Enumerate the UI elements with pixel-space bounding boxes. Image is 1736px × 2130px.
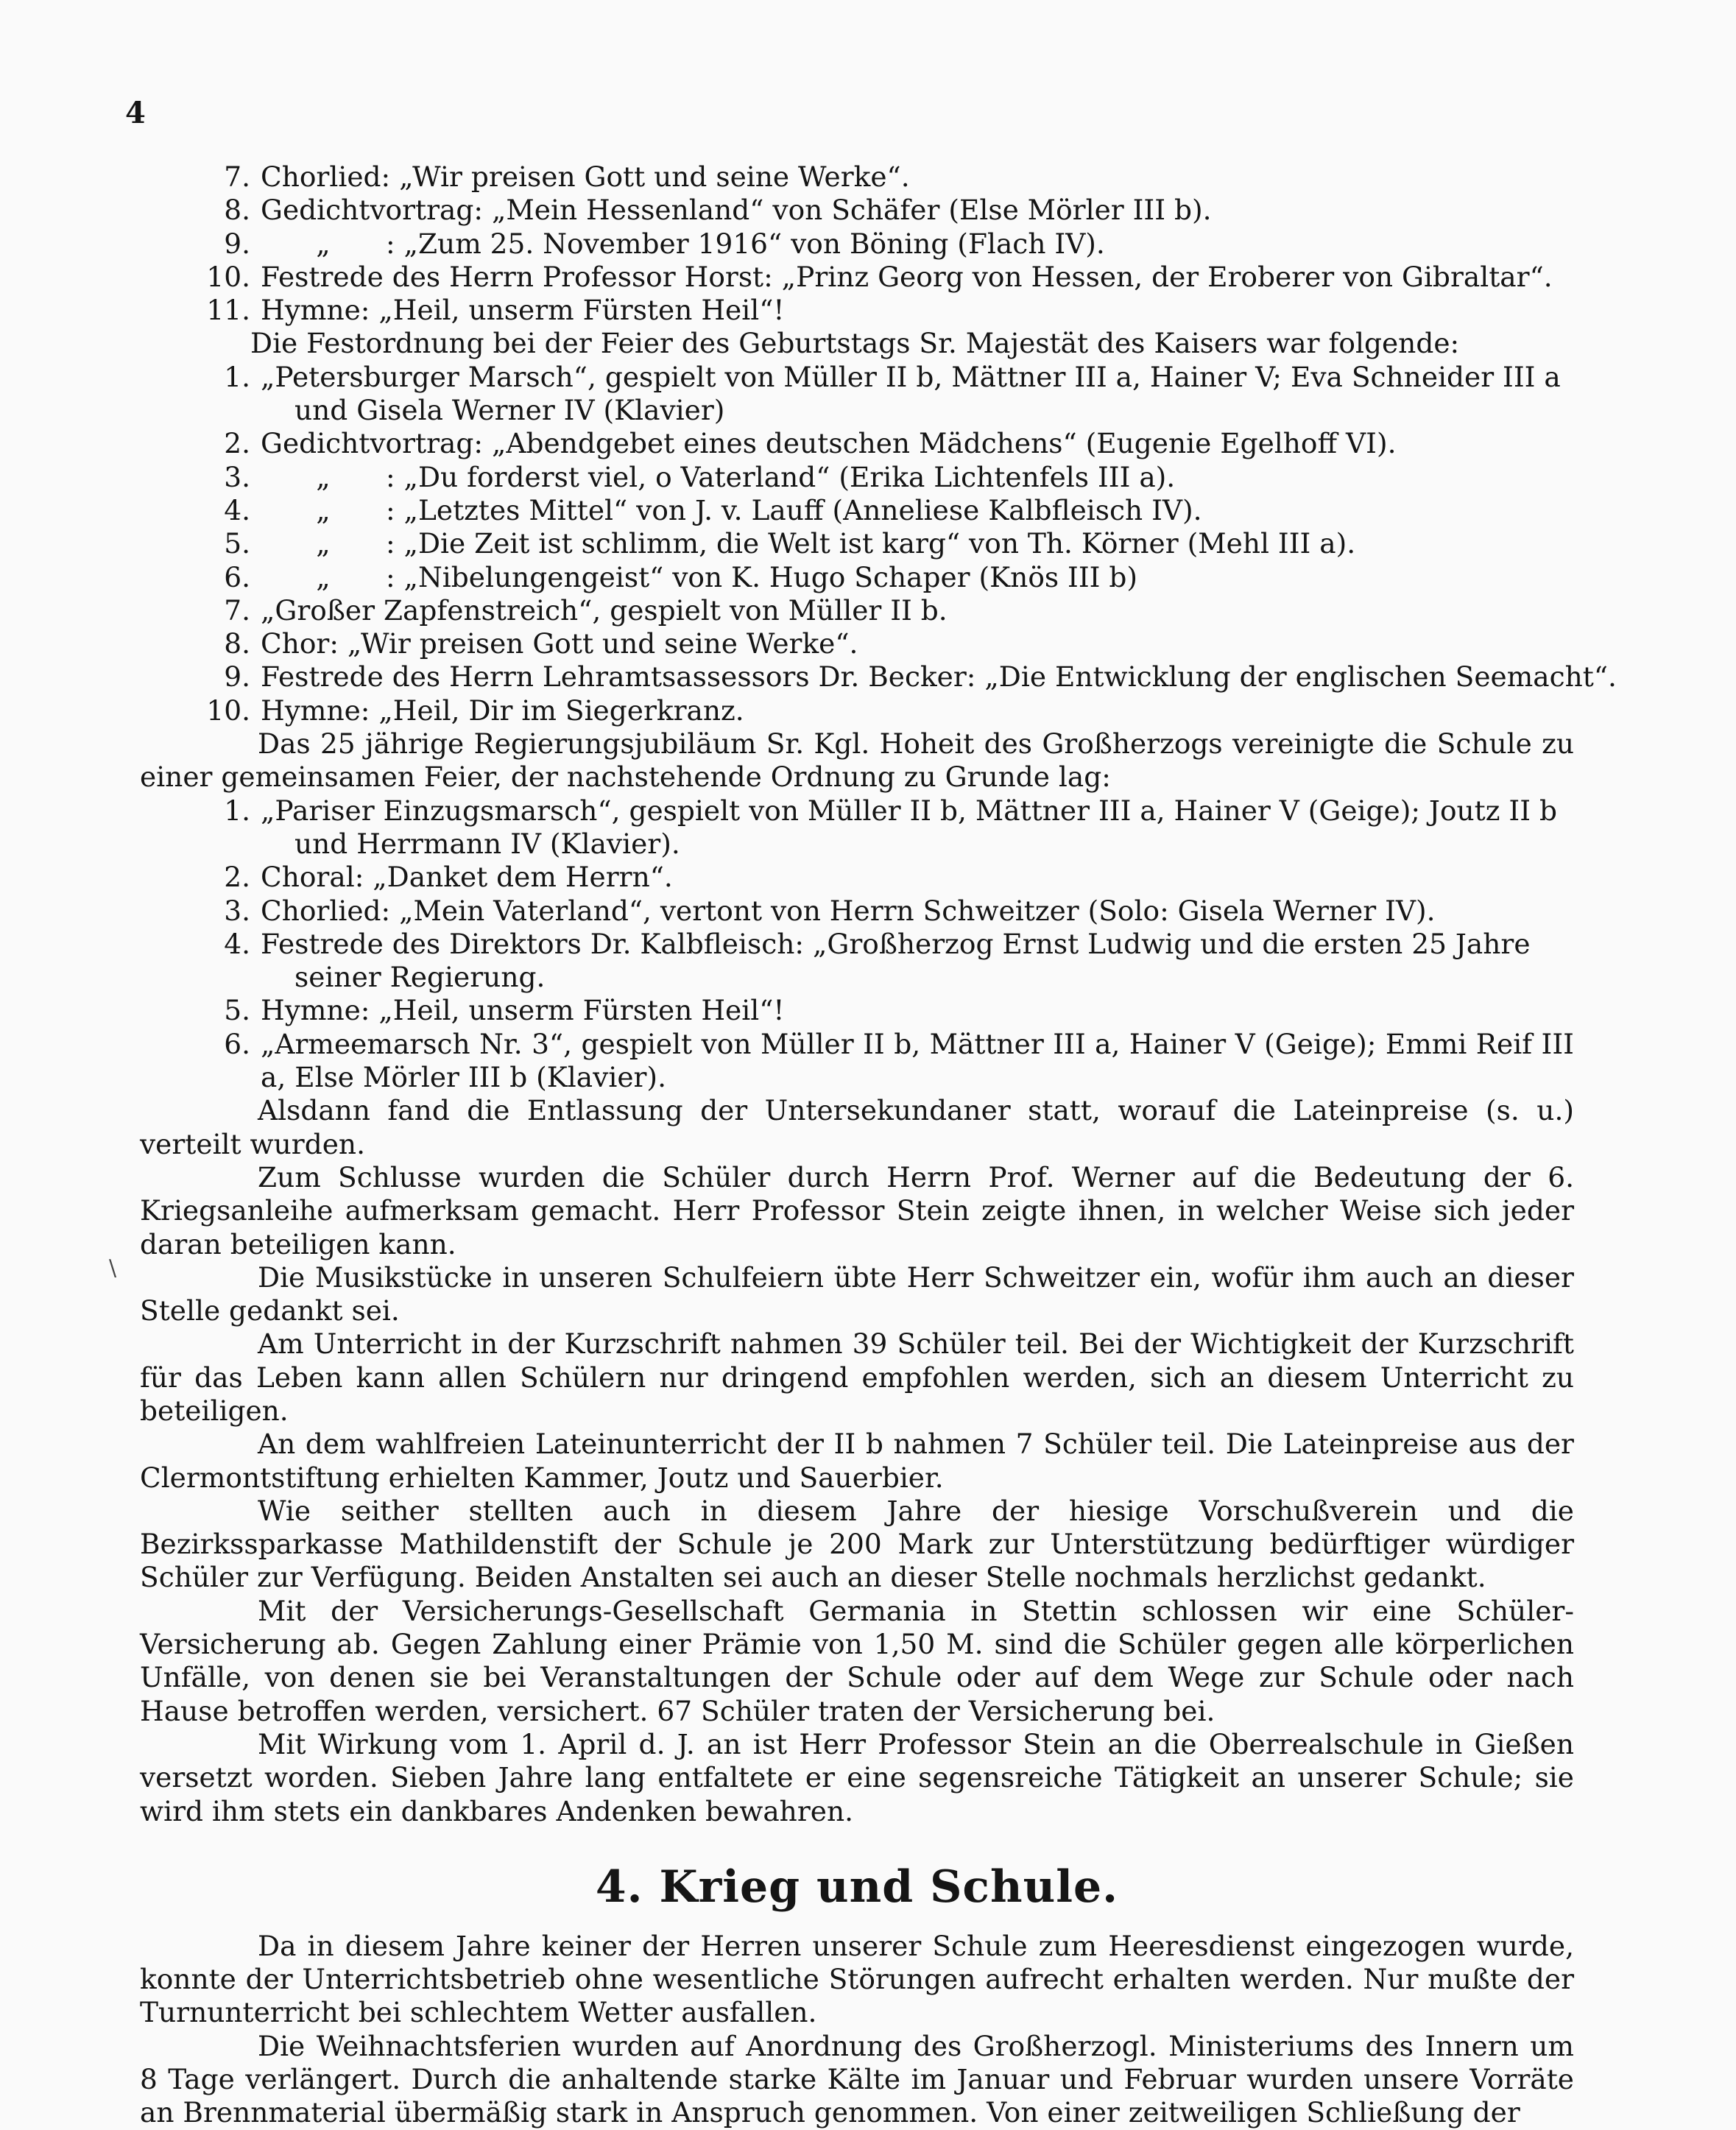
paragraph: Mit Wirkung vom 1. April d. J. an ist Herr Professor Stein an die Oberrealschule in Gießen versetzt worden. Sieben Jahre lang entfaltete er eine segensreiche Tätigkeit an unserer Schule; sie wird ihm stets ein dankbares Andenken bewahren. — [140, 1727, 1574, 1827]
program3-item: 4. Festrede des Direktors Dr. Kalbfleisch: „Großherzog Ernst Ludwig und die ersten 25 Jahre — [224, 927, 1531, 960]
program3-intro: Das 25 jährige Regierungsjubiläum Sr. Kgl. Hoheit des Großherzogs vereinigte die Schule zu einer gemeinsamen Feier, der nachstehende Ordnung zu Grunde lag: — [140, 727, 1574, 794]
program2-item: 9. Festrede des Herrn Lehramtsassessors Dr. Becker: „Die Entwicklung der englischen Seemacht“. — [224, 660, 1617, 694]
program1-item: 9. „ : „Zum 25. November 1916“ von Böning (Flach IV). — [224, 227, 1105, 260]
section-heading: 4. Krieg und Schule. — [595, 1861, 1119, 1913]
paragraph: Wie seither stellten auch in diesem Jahre der hiesige Vorschußverein und die Bezirkssparkasse Mathildenstift der Schule je 200 Mark zur Unterstützung bedürftiger würdiger Schüler zur Verfügung. Beiden Anstalten sei auch an dieser Stelle nochmals herzlichst gedankt. — [140, 1494, 1574, 1594]
paragraph: Alsdann fand die Entlassung der Untersekundaner statt, worauf die Lateinpreise (s. u.) verteilt wurden. — [140, 1094, 1574, 1160]
program2-item: 3. „ : „Du forderst viel, o Vaterland“ (Erika Lichtenfels III a). — [224, 460, 1176, 493]
paragraph: An dem wahlfreien Lateinunterricht der II b nahmen 7 Schüler teil. Die Lateinpreise aus der Clermontstiftung erhielten Kammer, Joutz und Sauerbier. — [140, 1428, 1574, 1494]
paragraph: Da in diesem Jahre keiner der Herren unserer Schule zum Heeresdienst eingezogen wurde, konnte der Unterrichtsbetrieb ohne wesentliche Störungen aufrecht erhalten werden. Nur mußte der Turnunterricht bei schlechtem Wetter ausfallen. — [140, 1929, 1574, 2029]
margin-mark: \ — [109, 1255, 117, 1281]
program3-item-continuation: und Herrmann IV (Klavier). — [294, 827, 680, 860]
program3-item: 2. Choral: „Danket dem Herrn“. — [224, 861, 673, 894]
program2-item: 6. „ : „Nibelungengeist“ von K. Hugo Schaper (Knös III b) — [224, 560, 1138, 593]
ditto-mark: „ — [316, 527, 331, 560]
paragraph: Zum Schlusse wurden die Schüler durch Herrn Prof. Werner auf die Bedeutung der 6. Kriegsanleihe aufmerksam gemacht. Herr Professor Stein zeigte ihnen, in welcher Weise sich jeder daran beteiligen kann. — [140, 1160, 1574, 1260]
program2-item-continuation: und Gisela Werner IV (Klavier) — [294, 394, 725, 427]
program2-item: 8. Chor: „Wir preisen Gott und seine Werke“. — [224, 627, 858, 660]
program3-item-continuation: seiner Regierung. — [294, 961, 546, 994]
program3-item: 6. „Armeemarsch Nr. 3“, gespielt von Müller II b, Mättner III a, Hainer V (Geige); Emmi Reif III a, Else Mörler III b (Klavier). — [224, 1027, 1574, 1094]
program1-item: 10. Festrede des Herrn Professor Horst: „Prinz Georg von Hessen, der Eroberer von Gibraltar“. — [206, 260, 1553, 293]
program3-item: 3. Chorlied: „Mein Vaterland“, vertont von Herrn Schweitzer (Solo: Gisela Werner IV). — [224, 894, 1436, 927]
ditto-mark: „ — [316, 560, 331, 593]
program1-item: 7. Chorlied: „Wir preisen Gott und seine Werke“. — [224, 161, 910, 193]
program2-item: 10. Hymne: „Heil, Dir im Siegerkranz. — [206, 694, 744, 727]
paragraph: Die Weihnachtsferien wurden auf Anordnung des Großherzogl. Ministeriums des Innern um 8 Tage verlängert. Durch die anhaltende starke Kälte im Januar und Februar wurden unsere Vorräte an Brennmaterial übermäßig stark in Anspruch genommen. Von einer zeitweiligen Schließung der — [140, 2029, 1574, 2129]
program2-item: 5. „ : „Die Zeit ist schlimm, die Welt ist karg“ von Th. Körner (Mehl III a). — [224, 527, 1356, 560]
paragraph: Am Unterricht in der Kurzschrift nahmen 39 Schüler teil. Bei der Wichtigkeit der Kurzschrift für das Leben kann allen Schülern nur dringend empfohlen werden, sich an diesem Unterricht zu beteiligen. — [140, 1327, 1574, 1427]
ditto-mark: „ — [316, 227, 331, 260]
program2-intro: Die Festordnung bei der Feier des Geburtstags Sr. Majestät des Kaisers war folgende: — [250, 327, 1460, 360]
program1-item: 8. Gedichtvortrag: „Mein Hessenland“ von Schäfer (Else Mörler III b). — [224, 194, 1212, 227]
page-number: 4 — [125, 96, 146, 130]
program2-item: 1. „Petersburger Marsch“, gespielt von Müller II b, Mättner III a, Hainer V; Eva Schneider III a — [224, 360, 1561, 393]
ditto-mark: „ — [316, 460, 331, 493]
program2-item: 4. „ : „Letztes Mittel“ von J. v. Lauff (Anneliese Kalbfleisch IV). — [224, 493, 1202, 526]
ditto-mark: „ — [316, 493, 331, 526]
program3-item: 5. Hymne: „Heil, unserm Fürsten Heil“! — [224, 994, 785, 1027]
program3-item: 1. „Pariser Einzugsmarsch“, gespielt von Müller II b, Mättner III a, Hainer V (Geige); Joutz II b — [224, 794, 1557, 827]
paragraph: Die Musikstücke in unseren Schulfeiern übte Herr Schweitzer ein, wofür ihm auch an dieser Stelle gedankt sei. — [140, 1260, 1574, 1327]
program2-item: 2. Gedichtvortrag: „Abendgebet eines deutschen Mädchens“ (Eugenie Egelhoff VI). — [224, 427, 1397, 460]
program1-item: 11. Hymne: „Heil, unserm Fürsten Heil“! — [206, 294, 785, 327]
program2-item: 7. „Großer Zapfenstreich“, gespielt von Müller II b. — [224, 593, 948, 627]
paragraph: Mit der Versicherungs-Gesellschaft Germania in Stettin schlossen wir eine Schüler-Versicherung ab. Gegen Zahlung einer Prämie von 1,50 M. sind die Schüler gegen alle körperlichen Unfälle, von denen sie bei Veranstaltungen der Schule oder auf dem Wege zur Schule oder nach Hause betroffen werden, versichert. 67 Schüler traten der Versicherung bei. — [140, 1594, 1574, 1727]
page-content — [140, 161, 1617, 2130]
